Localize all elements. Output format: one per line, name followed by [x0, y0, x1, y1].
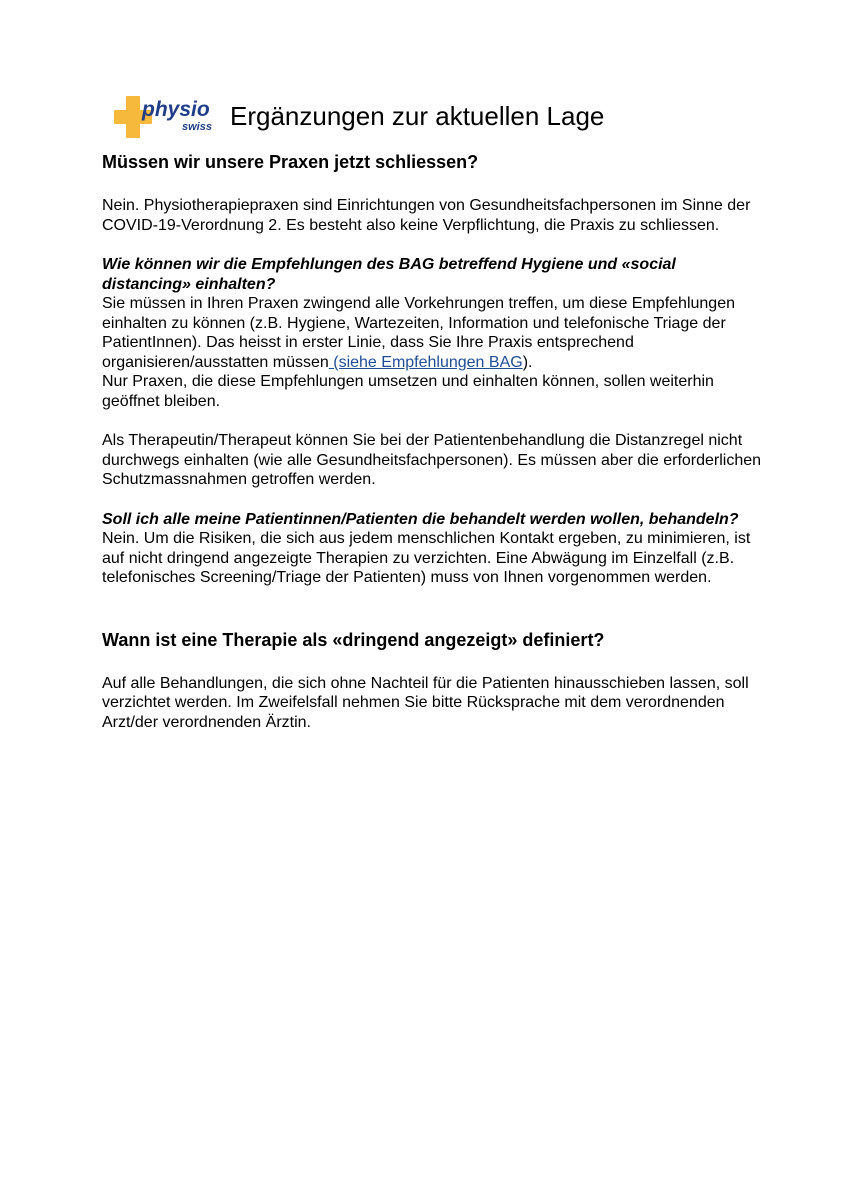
logo-word: physio: [142, 98, 210, 121]
paragraph-postpone-treatments: Auf alle Behandlungen, die sich ohne Nachteil für die Patienten hinausschieben lassen, soll verzichtet werden. Im Zweifelsfall nehmen Sie bitte Rücksprache mit dem verordnenden Arzt/der verordnenden Ärztin.: [102, 674, 749, 731]
precautions-text-end: ).: [522, 353, 533, 371]
question-treat-all-patients: Soll ich alle meine Patientinnen/Patienten die behandelt werden wollen, behandeln?: [102, 510, 739, 528]
document-title: Ergänzungen zur aktuellen Lage: [230, 101, 605, 131]
question-bag-recommendations: Wie können wir die Empfehlungen des BAG betreffend Hygiene und «social distancing» einhalten?: [102, 256, 676, 293]
paragraph-precautions: [102, 294, 762, 372]
document-body: [102, 150, 762, 732]
logo-sub: swiss: [182, 121, 212, 133]
bag-recommendations-link[interactable]: (siehe Empfehlungen BAG: [328, 353, 523, 371]
precautions-text: Sie müssen in Ihren Praxen zwingend alle Vorkehrungen treffen, um diese Empfehlungen einhalten zu können (z.B. Hygiene, Wartezeiten, Information und telefonische Triage der PatientInnen). Das heisst in erster Linie, dass Sie Ihre Praxis entsprechend organisieren/ausstatten müssen: [102, 295, 735, 371]
paragraph-minimize-risks: Nein. Um die Risiken, die sich aus jedem menschlichen Kontakt ergeben, zu minimieren, ist auf nicht dringend angezeigte Therapien zu verzichten. Eine Abwägung im Einzelfall (z.B. telefonisches Screening/Triage der Patienten) muss von Ihnen vorgenommen werden.: [102, 530, 751, 586]
paragraph-only-compliant-practices: Nur Praxen, die diese Empfehlungen umsetzen und einhalten können, sollen weiterhin geöffnet bleiben.: [102, 373, 714, 410]
document-header: [112, 94, 762, 142]
paragraph-no-closure: Nein. Physiotherapiepraxen sind Einrichtungen von Gesundheitsfachpersonen im Sinne der COVID-19-Verordnung 2. Es besteht also keine Verpflichtung, die Praxis zu schliessen.: [102, 197, 751, 234]
section-heading-urgent-therapy: Wann ist eine Therapie als «dringend angezeigt» definiert?: [102, 629, 605, 650]
physioswiss-logo: [112, 94, 220, 140]
section-heading-close-practices: Müssen wir unsere Praxen jetzt schliessen?: [102, 152, 479, 172]
paragraph-distance-rule: Als Therapeutin/Therapeut können Sie bei der Patientenbehandlung die Distanzregel nicht durchwegs einhalten (wie alle Gesundheitsfachpersonen). Es müssen aber die erforderlichen Schutzmassnahmen getroffen werden.: [102, 432, 762, 488]
